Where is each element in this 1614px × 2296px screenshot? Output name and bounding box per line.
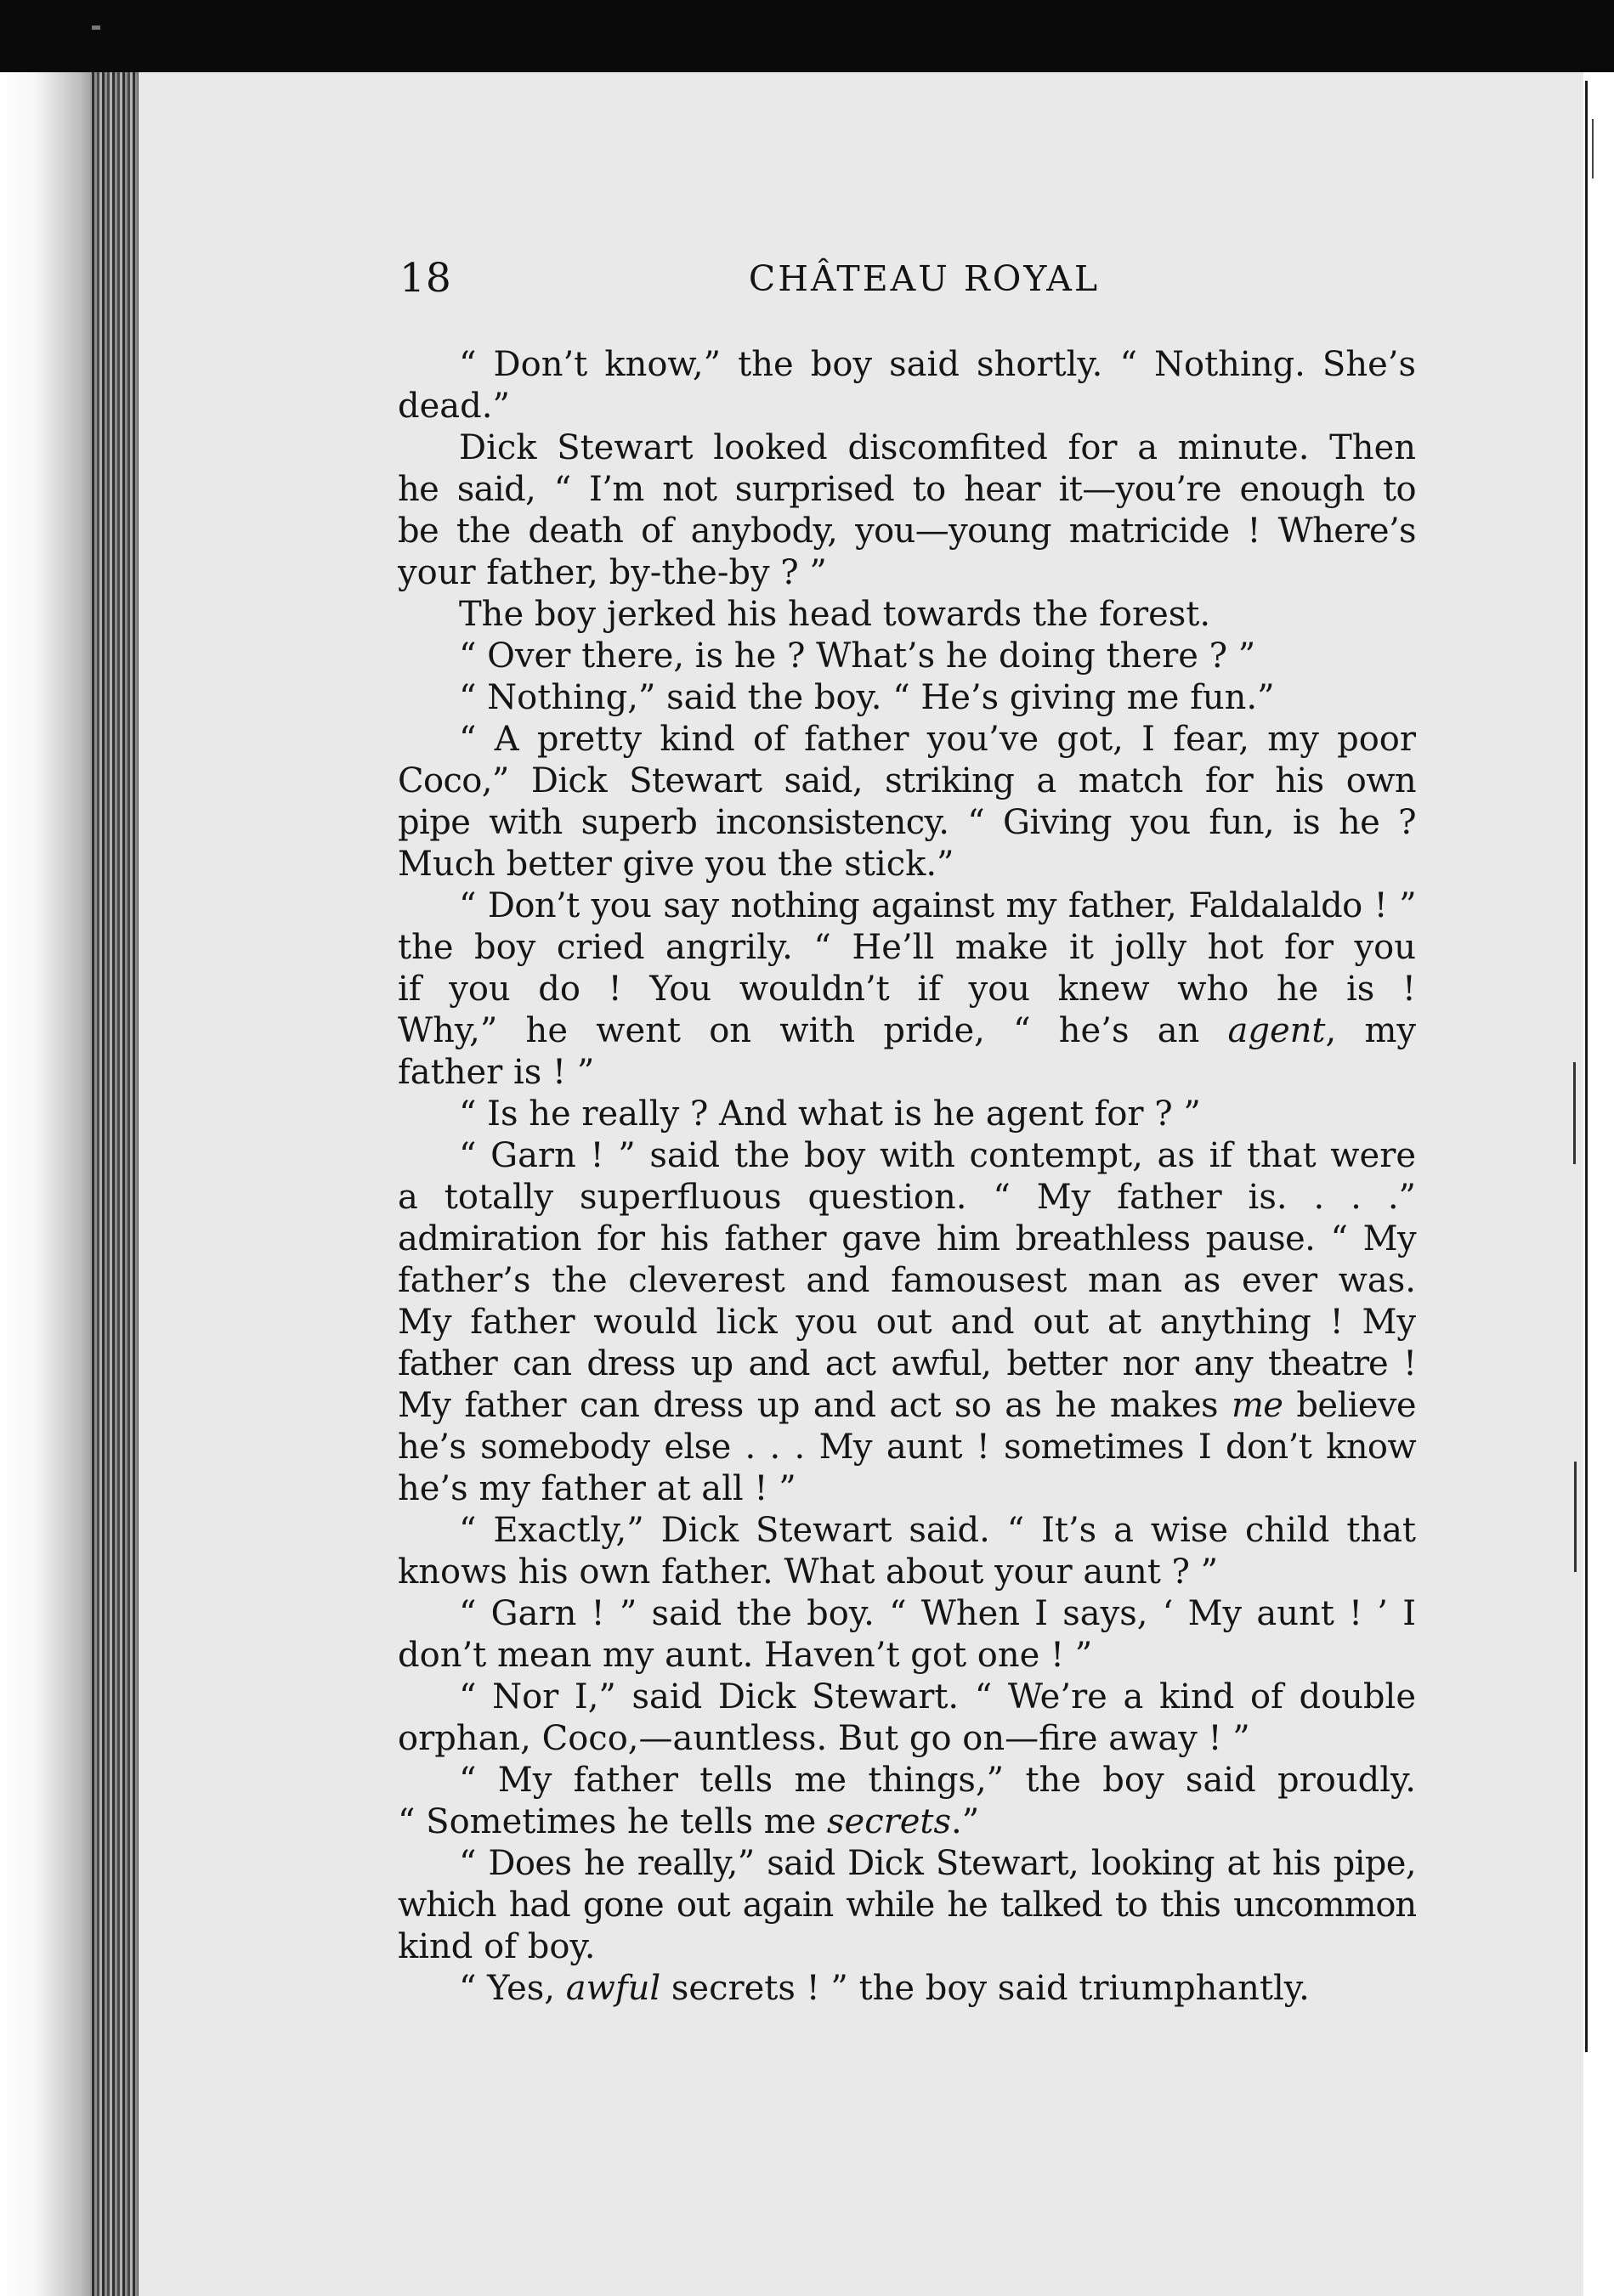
text-line: My father can dress up and act so as he makes me believe xyxy=(398,1386,1416,1425)
text-line: admiration for his father gave him breathless pause. “ My xyxy=(398,1219,1416,1258)
paragraph xyxy=(398,1510,1416,1593)
scan-artifact xyxy=(1573,1062,1576,1164)
page-edge-mark xyxy=(1592,119,1594,178)
text-line: The boy jerked his head towards the forest. xyxy=(459,595,1211,634)
text-line: “ A pretty kind of father you’ve got, I fear, my poor xyxy=(459,720,1416,759)
text-line: “ Sometimes he tells me secrets.” xyxy=(398,1802,980,1841)
text-line: dead.” xyxy=(398,387,510,426)
text-line: don’t mean my aunt. Haven’t got one ! ” xyxy=(398,1636,1093,1675)
paragraph xyxy=(398,719,1416,885)
paragraph xyxy=(398,1968,1416,2010)
text-line: Much better give you the stick.” xyxy=(398,845,954,884)
text-line: “ Is he really ? And what is he agent for ? ” xyxy=(459,1094,1201,1134)
text-line: be the death of anybody, you—young matricide ! Where’s xyxy=(398,512,1416,551)
text-line: “ My father tells me things,” the boy said proudly. xyxy=(459,1761,1416,1800)
paragraph xyxy=(398,427,1416,594)
page-number: 18 xyxy=(399,255,452,302)
paragraph xyxy=(398,1135,1416,1510)
paragraph xyxy=(398,1843,1416,1968)
running-head: CHÂTEAU ROYAL xyxy=(748,258,1101,299)
text-line: he’s my father at all ! ” xyxy=(398,1469,796,1508)
text-line: “ Don’t know,” the boy said shortly. “ Nothing. She’s xyxy=(459,345,1416,384)
text-line: which had gone out again while he talked to this uncommon xyxy=(398,1886,1416,1925)
paragraph xyxy=(398,1760,1416,1843)
text-line: a totally superfluous question. “ My father is. . . .” xyxy=(398,1178,1416,1217)
text-line: “ Don’t you say nothing against my father, Faldalaldo ! ” xyxy=(459,886,1416,925)
page-edge-line xyxy=(1585,81,1588,2052)
text-line: if you do ! You wouldn’t if you knew who he is ! xyxy=(398,970,1416,1009)
text-line: Coco,” Dick Stewart said, striking a match for his own xyxy=(398,761,1416,800)
text-line: father’s the cleverest and famousest man as ever was. xyxy=(398,1261,1416,1300)
text-line: “ Nothing,” said the boy. “ He’s giving me fun.” xyxy=(459,678,1275,717)
left-margin xyxy=(0,72,93,2296)
text-line: father is ! ” xyxy=(398,1053,595,1092)
text-line: pipe with superb inconsistency. “ Giving you fun, is he ? xyxy=(398,803,1416,842)
paragraph xyxy=(398,594,1416,636)
text-line: Dick Stewart looked discomfited for a minute. Then xyxy=(459,428,1416,467)
text-line: “ Garn ! ” said the boy with contempt, as if that were xyxy=(459,1136,1416,1175)
body-text xyxy=(398,344,1416,2010)
text-line: Why,” he went on with pride, “ he’s an agent, my xyxy=(398,1011,1416,1050)
text-line: your father, by-the-by ? ” xyxy=(398,553,827,592)
book-spine xyxy=(92,72,139,2296)
text-line: knows his own father. What about your aunt ? ” xyxy=(398,1552,1219,1592)
text-line: “ Garn ! ” said the boy. “ When I says, ‘ My aunt ! ’ I xyxy=(459,1594,1416,1633)
text-line: he said, “ I’m not surprised to hear it—you’re enough to xyxy=(398,470,1416,509)
scan-artifact xyxy=(1574,1462,1577,1572)
paragraph xyxy=(398,344,1416,427)
text-line: he’s somebody else . . . My aunt ! sometimes I don’t know xyxy=(398,1428,1416,1467)
scan-top-border xyxy=(0,0,1614,72)
paragraph xyxy=(398,1593,1416,1677)
paragraph xyxy=(398,677,1416,719)
text-line: kind of boy. xyxy=(398,1927,596,1966)
text-line: “ Does he really,” said Dick Stewart, looking at his pipe, xyxy=(459,1844,1416,1883)
text-line: “ Nor I,” said Dick Stewart. “ We’re a kind of double xyxy=(459,1677,1416,1716)
paragraph xyxy=(398,885,1416,1094)
text-line: “ Exactly,” Dick Stewart said. “ It’s a wise child that xyxy=(459,1511,1416,1550)
right-margin xyxy=(1583,72,1614,2296)
text-line: father can dress up and act awful, better nor any theatre ! xyxy=(398,1344,1416,1383)
text-line: “ Yes, awful secrets ! ” the boy said triumphantly. xyxy=(459,1969,1310,2008)
paragraph xyxy=(398,1094,1416,1135)
paragraph xyxy=(398,636,1416,677)
text-line: My father would lick you out and out at anything ! My xyxy=(398,1303,1416,1342)
text-line: orphan, Coco,—auntless. But go on—fire away ! ” xyxy=(398,1719,1250,1758)
text-line: “ Over there, is he ? What’s he doing there ? ” xyxy=(459,636,1256,676)
page-header xyxy=(399,255,1415,306)
text-line: the boy cried angrily. “ He’ll make it jolly hot for you xyxy=(398,928,1416,967)
paragraph xyxy=(398,1677,1416,1760)
